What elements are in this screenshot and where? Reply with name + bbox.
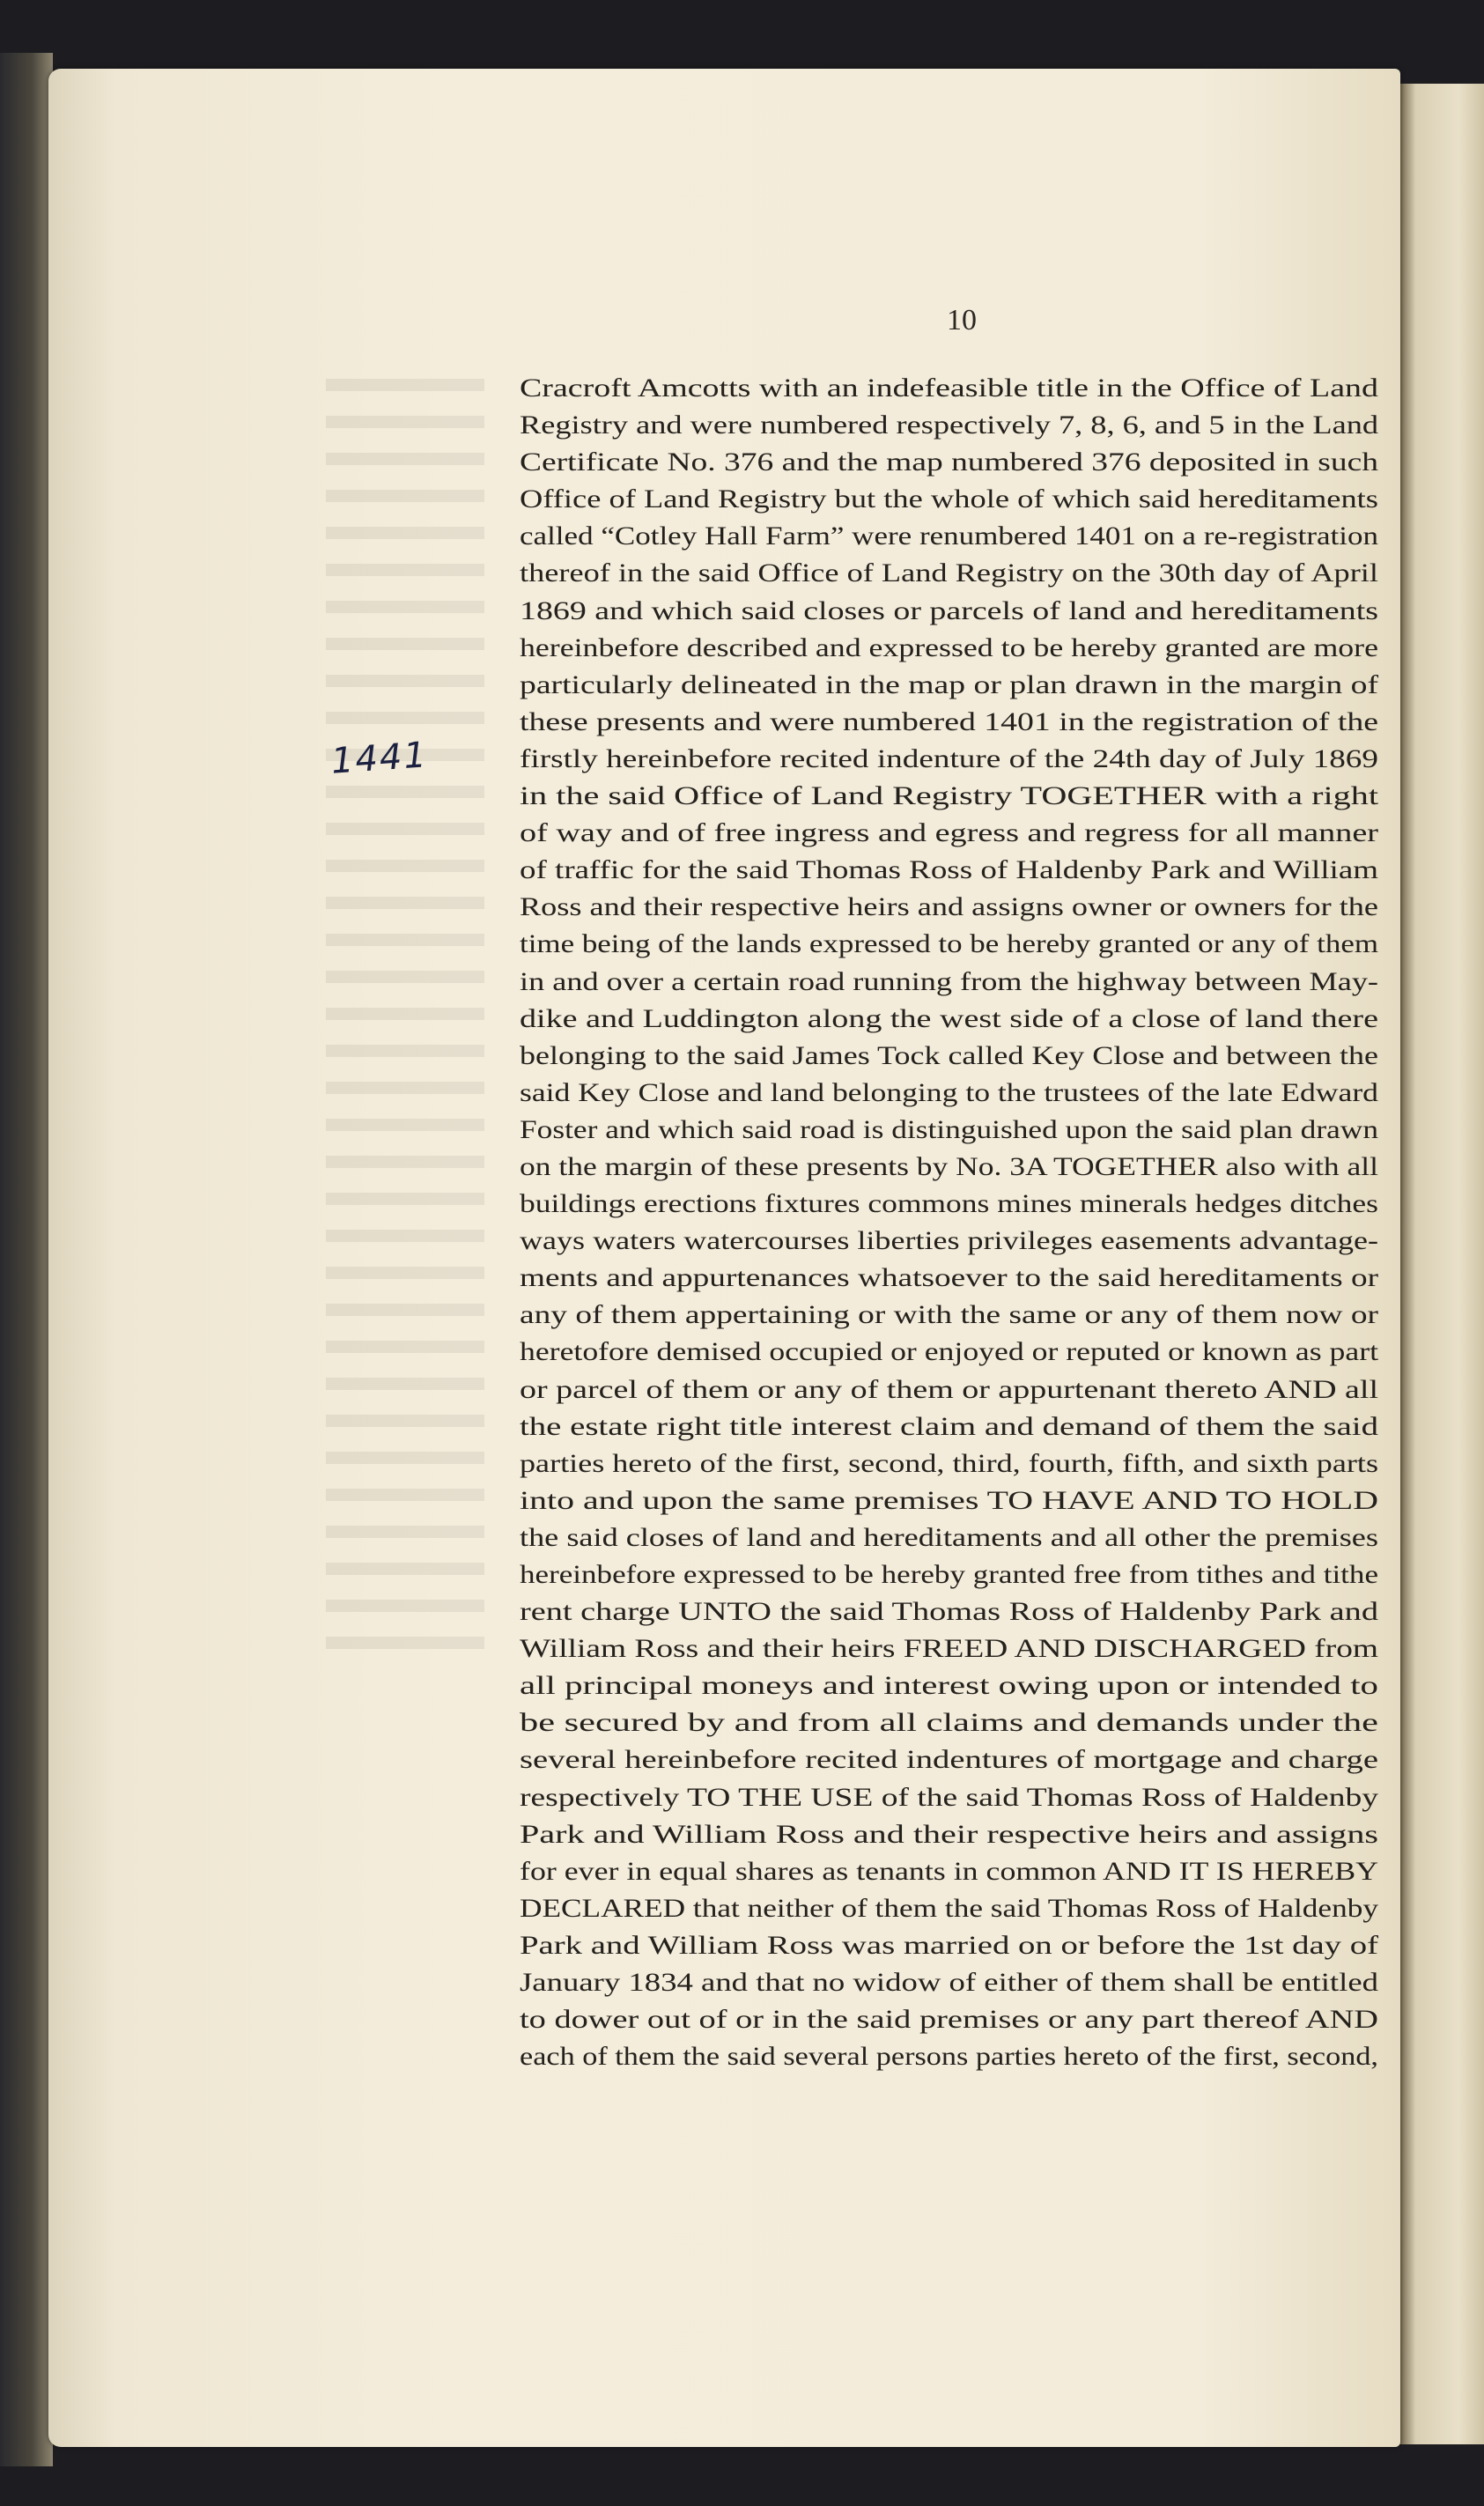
text-line: hereinbefore expressed to be hereby granted free from tithes and tithe (520, 1560, 1378, 1589)
text-line: each of them the said several persons parties hereto of the first, second, (520, 2042, 1378, 2072)
text-line: into and upon the same premises TO HAVE AND TO HOLD (520, 1485, 1378, 1515)
text-line: in the said Office of Land Registry TOGETHER with a right (520, 781, 1378, 811)
text-line: Office of Land Registry but the whole of which said hereditaments (520, 484, 1378, 514)
text-line: for ever in equal shares as tenants in common AND IT IS HEREBY (520, 1856, 1378, 1886)
text-line: rent charge UNTO the said Thomas Ross of Haldenby Park and (520, 1597, 1378, 1627)
text-line: Foster and which said road is distinguished upon the said plan drawn (520, 1114, 1378, 1144)
text-line: Certificate No. 376 and the map numbered 376 deposited in such (520, 447, 1378, 477)
text-line: these presents and were numbered 1401 in the registration of the (520, 706, 1378, 736)
book-binding (0, 53, 53, 2466)
text-line: several hereinbefore recited indentures of mortgage and charge (520, 1745, 1378, 1775)
text-line: respectively TO THE USE of the said Thomas Ross of Haldenby (520, 1782, 1378, 1812)
text-line: ways waters watercourses liberties privileges easements advantage- (520, 1226, 1378, 1256)
text-line: Registry and were numbered respectively 7, 8, 6, and 5 in the Land (520, 410, 1378, 440)
text-line: January 1834 and that no widow of either of them shall be entitled (520, 1968, 1378, 1998)
text-line: of traffic for the said Thomas Ross of Haldenby Park and William (520, 855, 1378, 885)
text-line: time being of the lands expressed to be hereby granted or any of them (520, 929, 1378, 959)
text-line: parties hereto of the first, second, third, fourth, fifth, and sixth parts (520, 1448, 1378, 1478)
text-line: the said closes of land and hereditaments and all other the premises (520, 1522, 1378, 1552)
text-line: on the margin of these presents by No. 3A TOGETHER also with all (520, 1151, 1378, 1181)
text-line: belonging to the said James Tock called Key Close and between the (520, 1040, 1378, 1070)
text-line: William Ross and their heirs FREED AND DISCHARGED from (520, 1634, 1378, 1664)
text-line: or parcel of them or any of them or appurtenant thereto AND all (520, 1374, 1378, 1404)
text-line: in and over a certain road running from the highway between May- (520, 966, 1378, 996)
text-line: dike and Luddington along the west side of a close of land there (520, 1003, 1378, 1033)
text-line: of way and of free ingress and egress and regress for all manner (520, 818, 1378, 848)
text-line: firstly hereinbefore recited indenture of the 24th day of July 1869 (520, 743, 1378, 773)
text-line: Ross and their respective heirs and assigns owner or owners for the (520, 892, 1378, 922)
text-line: any of them appertaining or with the same or any of them now or (520, 1300, 1378, 1330)
text-line: to dower out of or in the said premises or any part thereof AND (520, 2005, 1378, 2035)
text-line: thereof in the said Office of Land Registry on the 30th day of April (520, 558, 1378, 588)
text-line: Park and William Ross and their respective heirs and assigns (520, 1819, 1378, 1849)
text-line: heretofore demised occupied or enjoyed or reputed or known as part (520, 1337, 1378, 1367)
page-number: 10 (947, 304, 977, 336)
text-line: DECLARED that neither of them the said Thomas Ross of Haldenby (520, 1893, 1378, 1923)
text-line: the estate right title interest claim and demand of them the said (520, 1411, 1378, 1441)
text-line: Cracroft Amcotts with an indefeasible title in the Office of Land (520, 373, 1378, 403)
text-line: Park and William Ross was married on or before the 1st day of (520, 1930, 1378, 1960)
body-text (520, 370, 1378, 2075)
text-line: 1869 and which said closes or parcels of land and hereditaments (520, 595, 1378, 625)
text-line: hereinbefore described and expressed to be hereby granted are more (520, 632, 1378, 662)
text-line: called “Cotley Hall Farm” were renumbered 1401 on a re-registration (520, 521, 1378, 551)
text-line: all principal moneys and interest owing upon or intended to (520, 1671, 1378, 1701)
text-line: particularly delineated in the map or plan drawn in the margin of (520, 669, 1378, 699)
margin-annotation: 1441 (329, 735, 430, 782)
text-line: buildings erections fixtures commons mines minerals hedges ditches (520, 1189, 1378, 1219)
text-line: said Key Close and land belonging to the trustees of the late Edward (520, 1077, 1378, 1107)
text-line: ments and appurtenances whatsoever to the said hereditaments or (520, 1263, 1378, 1293)
text-line: be secured by and from all claims and demands under the (520, 1708, 1378, 1738)
next-page-edge (1399, 84, 1484, 2444)
show-through-text (326, 379, 484, 1656)
